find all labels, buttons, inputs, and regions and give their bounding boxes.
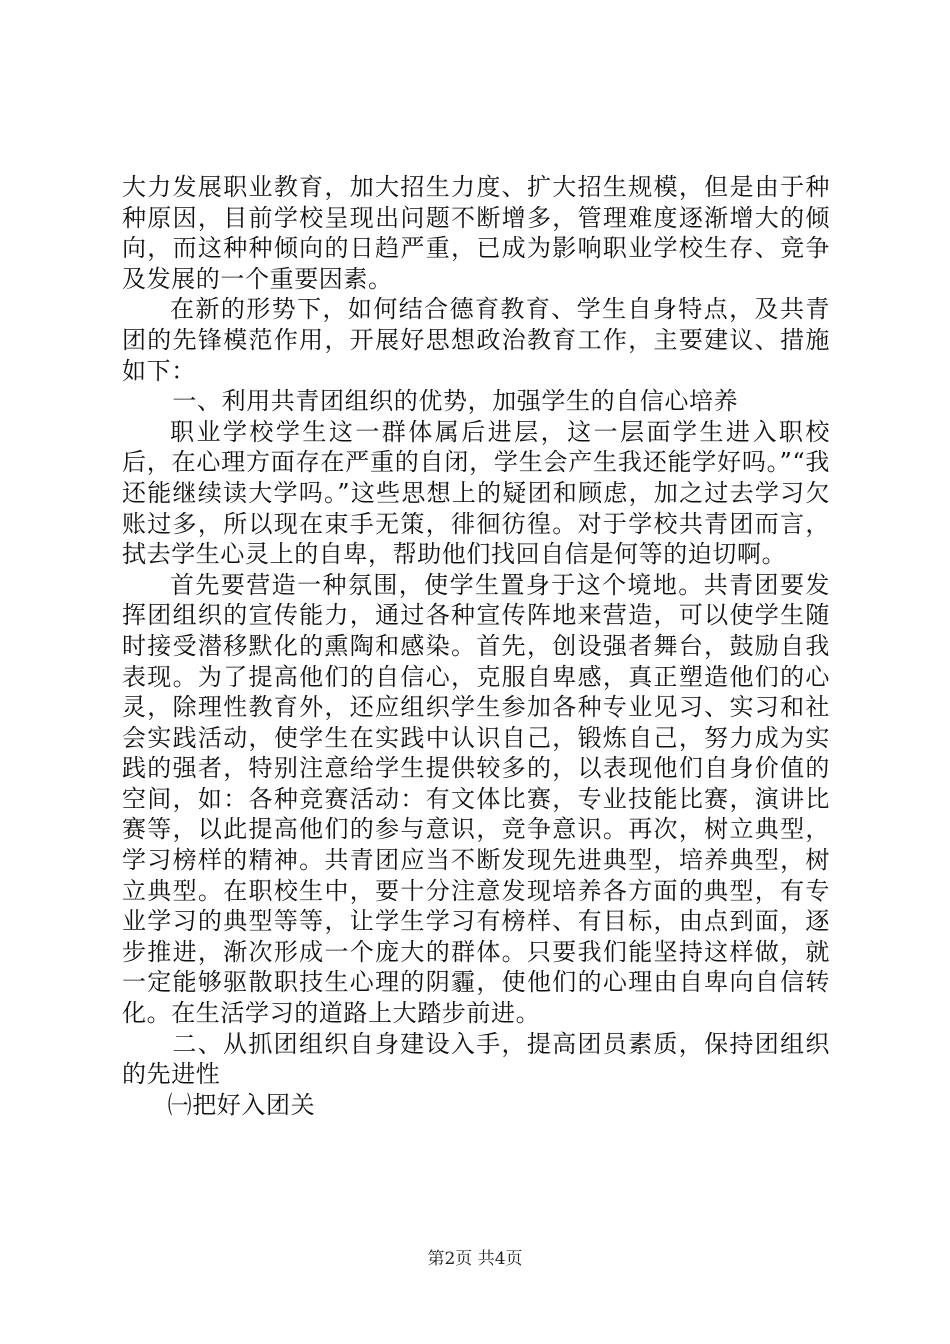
subsection-heading-1: ㈠把好入团关 [167, 1090, 316, 1119]
section-heading-2: 二、从抓团组织自身建设入手，提高团员素质，保持团组织的先进性 [122, 1029, 830, 1089]
paragraph-create-atmosphere: 首先要营造一种氛围，使学生置身于这个境地。共青团要发挥团组织的宣传能力，通过各种宣传阵地来营造，可以使学生随时接受潜移默化的熏陶和感染。首先，创设强者舞台，鼓励自我表现。为了提高他们的自信心，克服自卑感，真正塑造他们的心灵，除理性教育外，还应组织学生参加各种专业见习、实习和社会实践活动，使学生在实践中认识自己，锻炼自己，努力成为实践的强者，特别注意给学生提供较多的，以表现他们自身价值的空间，如：各种竞赛活动：有文体比赛，专业技能比赛，演讲比赛等，以此提高他们的参与意识，竞争意识。再次，树立典型，学习榜样的精神。共青团应当不断发现先进典型，培养典型，树立典型。在职校生中，要十分注意发现培养各方面的典型，有专业学习的典型等等，让学生学习有榜样、有目标，由点到面，逐步推进，渐次形成一个庞大的群体。只要我们能坚持这样做，就一定能够驱散职技生心理的阴霾，使他们的心理由自卑向自信转化。在生活学习的道路上大踏步前进。 [122, 570, 830, 1028]
page-footer: 第2页 共4页 [427, 1249, 523, 1269]
paragraph-student-psychology: 职业学校学生这一群体属后进层，这一层面学生进入职校后，在心理方面存在严重的自闭，学生会产生我还能学好吗。”“我还能继续读大学吗。”这些思想上的疑团和顾虑，加之过去学习欠账过多，所以现在束手无策，徘徊彷徨。对于学校共青团而言，拭去学生心灵上的自卑，帮助他们找回自信是何等的迫切啊。 [122, 417, 830, 569]
document-body [122, 172, 830, 1120]
section-heading-1: 一、利用共青团组织的优势，加强学生的自信心培养 [172, 387, 739, 416]
paragraph-new-situation: 在新的形势下，如何结合德育教育、学生自身特点，及共青团的先锋模范作用，开展好思想政治教育工作，主要建议、措施如下： [122, 295, 830, 385]
paragraph-intro-continuation: 大力发展职业教育，加大招生力度、扩大招生规模，但是由于种种原因，目前学校呈现出问题不断增多，管理难度逐渐增大的倾向，而这种种倾向的日趋严重，已成为影响职业学校生存、竞争及发展的一个重要因素。 [122, 173, 830, 293]
